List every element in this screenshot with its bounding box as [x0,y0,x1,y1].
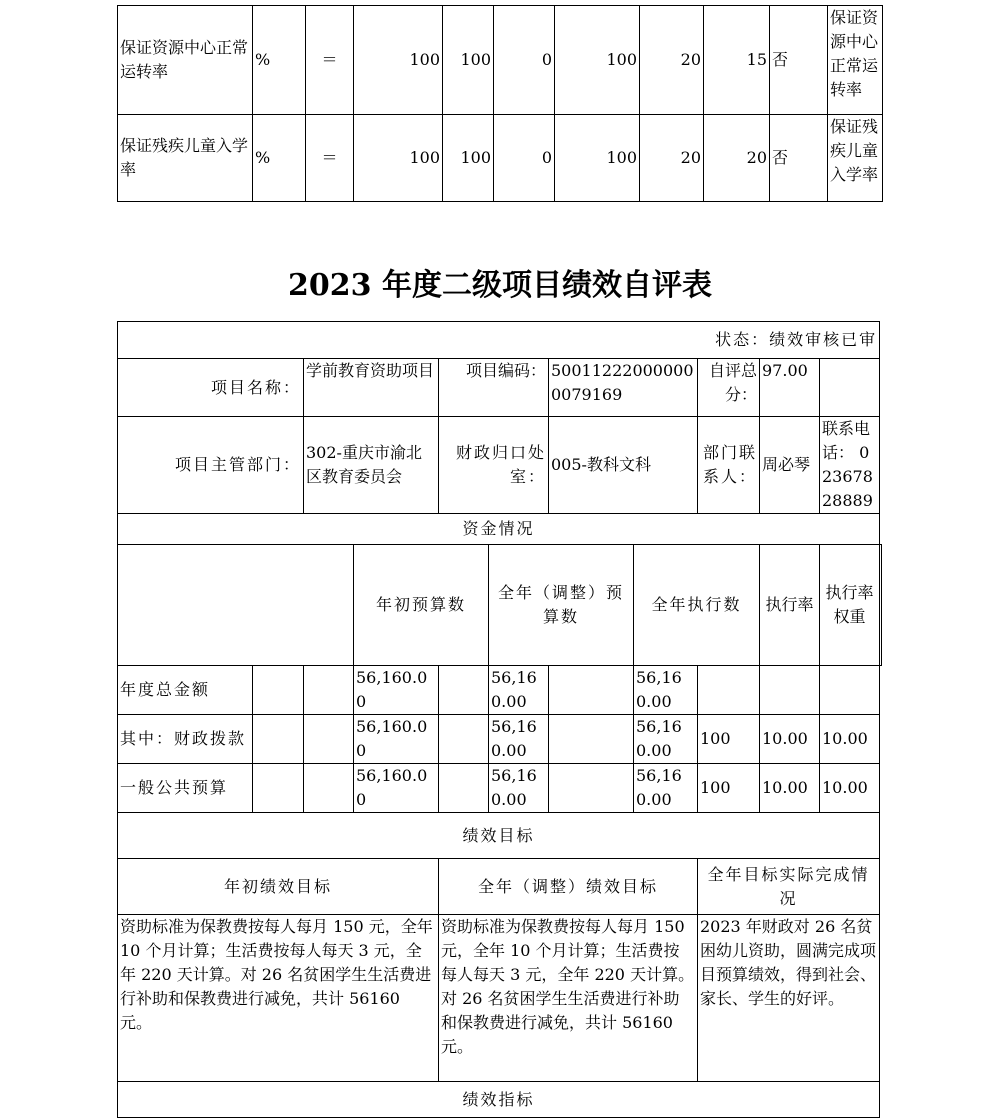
exec-score-value [820,666,880,715]
adjusted-budget-value: 56,160.00 [489,666,549,715]
goals-content-row [118,915,882,1082]
exec-rate-value: 100 [698,764,760,813]
empty-cell [253,764,304,813]
phone-cell [820,417,880,514]
indicators-section-row [118,1082,882,1118]
phone-value: 02367828889 [822,443,873,510]
indicator-value: 100 [443,115,494,202]
indicator-unit: % [253,6,306,115]
table-row [118,666,882,715]
adjusted-budget-value: 56,160.00 [489,764,549,813]
phone-label: 联系电话： [822,419,871,462]
exec-rate-header: 执行率 [760,545,820,666]
contact-label: 部门联系人： [698,417,760,514]
project-name-label: 项目名称： [118,359,304,417]
exec-weight-value [760,666,820,715]
self-score-label: 自评总分： [698,359,760,417]
adjusted-goal-text: 资助标准为保教费按每人每月 150 元，全年 10 个月计算；生活费按每人每天 3 元，全年 220 天计算。对 26 名贫困学生生活费进行补助和保教费进行减免，共计 56160 元。 [439,915,698,1082]
fund-row-label: 其中：财政拨款 [118,715,253,764]
project-code-label: 项目编码： [439,359,549,417]
indicator-value: 100 [555,6,640,115]
empty-cell [439,666,489,715]
department-label: 项目主管部门： [118,417,304,514]
indicator-unit: % [253,115,306,202]
indicator-value: 100 [354,6,443,115]
table-row [118,764,882,813]
indicator-name: 保证资源中心正常运转率 [118,6,253,115]
empty-cell [304,715,354,764]
initial-budget-value: 56,160.00 [354,715,439,764]
project-code-value: 500112220000000079169 [549,359,698,417]
empty-cell [820,359,880,417]
empty-cell [253,666,304,715]
adjusted-budget-header: 全年（调整）预算数 [489,545,634,666]
initial-budget-value: 56,160.00 [354,666,439,715]
indicator-value: 0 [494,6,555,115]
completion-text: 2023 年财政对 26 名贫困幼儿资助，圆满完成项目预算绩效，得到社会、家长、学生的好评。 [698,915,880,1082]
exec-rate-value: 100 [698,715,760,764]
initial-budget-value: 56,160.00 [354,764,439,813]
indicator-flag: 否 [770,6,828,115]
empty-cell [118,545,354,666]
completion-header: 全年目标实际完成情况 [698,859,880,915]
empty-cell [549,666,634,715]
goals-section-row [118,813,882,859]
fund-row-label: 一般公共预算 [118,764,253,813]
funds-section-row [118,514,882,545]
adjusted-goal-header: 全年（调整）绩效目标 [439,859,698,915]
empty-cell [439,764,489,813]
adjusted-budget-value: 56,160.00 [489,715,549,764]
indicator-weight: 20 [640,115,704,202]
indicator-value: 0 [494,115,555,202]
funds-header-row [118,545,882,666]
status-row [118,322,882,359]
empty-cell [304,764,354,813]
exec-weight-header: 执行率权重 [820,545,880,666]
indicator-score: 15 [704,6,770,115]
exec-score-value: 10.00 [820,764,880,813]
empty-cell [549,715,634,764]
project-info-row [118,359,882,417]
executed-value: 56,160.00 [634,666,698,715]
goals-section-title: 绩效目标 [118,813,880,859]
executed-value: 56,160.00 [634,715,698,764]
indicator-value: 100 [555,115,640,202]
executed-header: 全年执行数 [634,545,760,666]
indicator-note: 保证残疾儿童入学率 [828,115,883,202]
goals-header-row [118,859,882,915]
executed-value: 56,160.00 [634,764,698,813]
exec-weight-value: 10.00 [760,764,820,813]
status-text: 状态：绩效审核已审 [118,322,880,359]
indicator-value: 100 [443,6,494,115]
indicator-flag: 否 [770,115,828,202]
empty-cell [304,666,354,715]
fund-row-label: 年度总金额 [118,666,253,715]
page-title: 2023 年度二级项目绩效自评表 [288,268,712,303]
initial-budget-header: 年初预算数 [354,545,489,666]
exec-score-header [880,545,882,666]
department-value: 302-重庆市渝北区教育委员会 [304,417,439,514]
funds-section-title: 资金情况 [118,514,880,545]
table-row [118,115,883,202]
indicator-weight: 20 [640,6,704,115]
empty-cell [549,764,634,813]
indicator-operator: ＝ [306,6,354,115]
empty-cell [439,715,489,764]
table-row [118,715,882,764]
exec-score-value: 10.00 [820,715,880,764]
indicator-operator: ＝ [306,115,354,202]
indicator-score: 20 [704,115,770,202]
self-score-value: 97.00 [760,359,820,417]
finance-office-label: 财政归口处室： [439,417,549,514]
indicators-section-title: 绩效指标 [118,1082,880,1118]
initial-goal-header: 年初绩效目标 [118,859,439,915]
indicator-name: 保证残疾儿童入学率 [118,115,253,202]
indicator-note: 保证资源中心正常运转率 [828,6,883,115]
initial-goal-text: 资助标准为保教费按每人每月 150 元，全年 10 个月计算；生活费按每人每天 3 元，全年 220 天计算。对 26 名贫困学生生活费进行补助和保教费进行减免，共计 56160 元。 [118,915,439,1082]
table-row [118,6,883,115]
indicator-value: 100 [354,115,443,202]
indicator-table-continued [117,5,883,202]
self-evaluation-table [117,321,882,1118]
finance-office-value: 005-教科文科 [549,417,698,514]
exec-weight-value: 10.00 [760,715,820,764]
department-info-row [118,417,882,514]
exec-rate-value [698,666,760,715]
contact-value: 周必琴 [760,417,820,514]
empty-cell [253,715,304,764]
project-name-value: 学前教育资助项目 [304,359,439,417]
